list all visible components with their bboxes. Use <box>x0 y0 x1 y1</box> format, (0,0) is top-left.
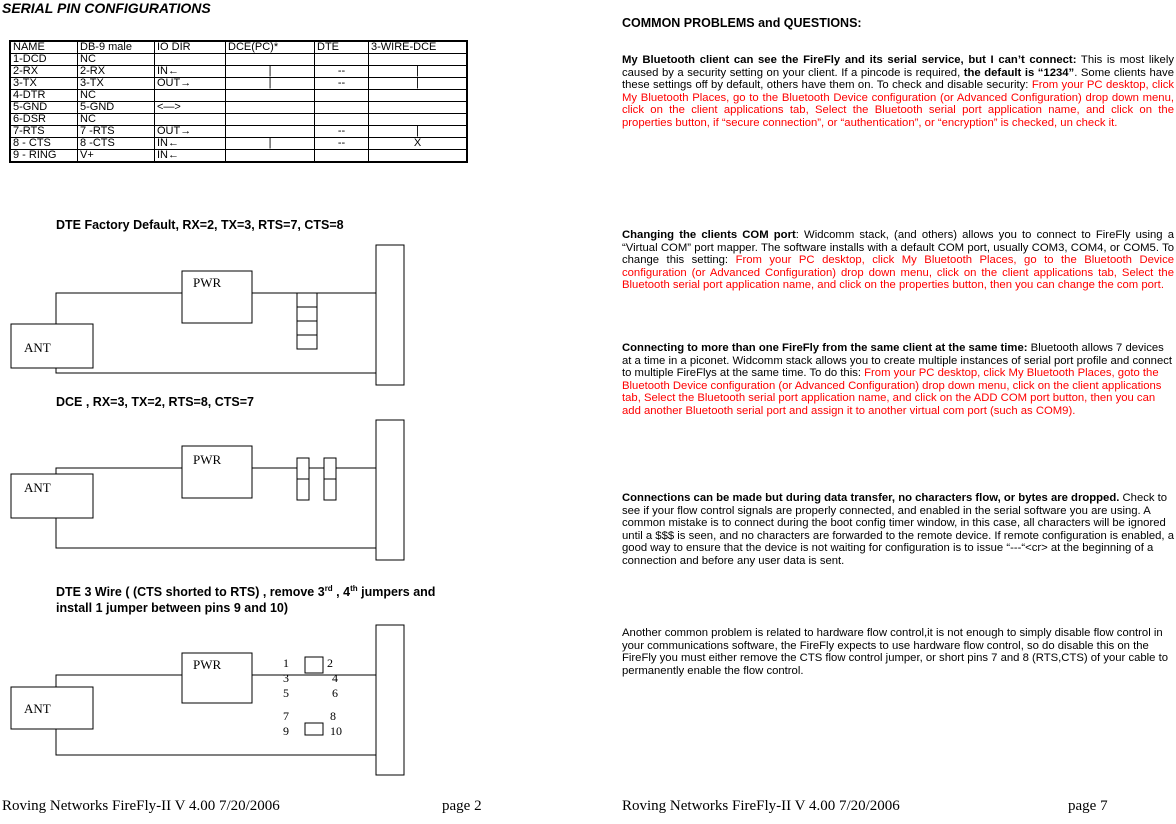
three-wire-diagram <box>0 615 410 785</box>
table-cell <box>226 150 315 163</box>
table-cell <box>369 54 468 66</box>
table-cell <box>226 54 315 66</box>
table-cell: 9 - RING <box>10 150 78 163</box>
table-cell <box>369 102 468 114</box>
table-cell: IN← <box>155 138 226 150</box>
table-cell <box>315 102 369 114</box>
table-cell: 7-RTS <box>10 126 78 138</box>
table-cell: 5-GND <box>78 102 155 114</box>
table-cell <box>369 90 468 102</box>
table-cell: 1-DCD <box>10 54 78 66</box>
page-title: SERIAL PIN CONFIGURATIONS <box>2 0 211 16</box>
three-wire-caption-line2: install 1 jumper between pins 9 and 10) <box>56 601 289 615</box>
paragraph-flow-control: Another common problem is related to hardware flow control,it is not enough to simply disable flow control in your communications software, the FireFly expects to use hardware flow control, so do disable this on the FireFly you must either remove the CTS flow control jumper, or short pins 7 and 8 (RTS,CTS) of your cable to permanently enable the flow control. <box>622 627 1169 677</box>
table-header: IO DIR <box>155 41 226 54</box>
table-cell: 2-RX <box>78 66 155 78</box>
table-cell: 4-DTR <box>10 90 78 102</box>
table-cell: 3-TX <box>10 78 78 90</box>
table-cell <box>315 150 369 163</box>
table-cell: IN← <box>155 150 226 163</box>
table-cell: 6-DSR <box>10 114 78 126</box>
table-cell <box>315 90 369 102</box>
section-heading: COMMON PROBLEMS and QUESTIONS: <box>622 16 862 30</box>
table-cell <box>315 114 369 126</box>
table-cell <box>369 150 468 163</box>
table-cell: NC <box>78 54 155 66</box>
table-header: DB-9 male <box>78 41 155 54</box>
table-cell: -- <box>315 66 369 78</box>
table-cell: -- <box>315 138 369 150</box>
table-cell: OUT→ <box>155 78 226 90</box>
dte-diagram-drawing <box>0 235 410 390</box>
dce-diagram <box>0 410 410 565</box>
table-cell: V+ <box>78 150 155 163</box>
table-row <box>10 90 467 102</box>
pin-config-table <box>9 40 468 163</box>
table-row <box>10 54 467 66</box>
footer-right-text: Roving Networks FireFly-II V 4.00 7/20/2006 <box>622 798 900 814</box>
table-cell: | <box>369 66 468 78</box>
table-cell <box>226 102 315 114</box>
table-row <box>10 102 467 114</box>
footer-left-page: page 2 <box>442 798 482 814</box>
table-header: DCE(PC)* <box>226 41 315 54</box>
table-header: DTE <box>315 41 369 54</box>
table-cell: | <box>369 78 468 90</box>
table-row <box>10 66 467 78</box>
paragraph-multiple-fireflys: Connecting to more than one FireFly from the same client at the same time: Bluetooth allows 7 devices at a time in a piconet. Widcomm stack allows you to create multiple instances of serial port profile and connect to multiple FireFlys at the same time. To do this: From your PC desktop, click My Bluetooth Places, goto the Bluetooth Device configuration (or Advanced Configuration) drop down menu, click on the client applications tab, Select the Bluetooth serial port application name, and click on the ADD COM port button, then you can add another Bluetooth serial port and assign it to another virtual com port (such as COM9). <box>622 342 1173 417</box>
table-header: NAME <box>10 41 78 54</box>
table-row <box>10 114 467 126</box>
pwr-label: PWR <box>193 657 222 672</box>
dce-caption: DCE , RX=3, TX=2, RTS=8, CTS=7 <box>56 395 254 409</box>
paragraph-com-port: Changing the clients COM port: Widcomm stack, (and others) allows you to connect to FireFly using a “Virtual COM” port mapper. The software installs with a default COM port, usually COM3, COM4, or COM5. To change this setting: From your PC desktop, click My Bluetooth Places, go to the Bluetooth Device configuration (or Advanced Configuration) drop down menu, click on the client applications tab, Select the Bluetooth serial port application name, and click on the properties button, then you can change the com port. <box>622 229 1175 292</box>
table-cell: 3-TX <box>78 78 155 90</box>
ant-label: ANT <box>24 340 51 355</box>
table-cell: -- <box>315 126 369 138</box>
pin-numbers-right: 2 4 6 8 10 <box>327 656 342 738</box>
table-cell <box>226 114 315 126</box>
table-cell: X <box>369 138 468 150</box>
dte-diagram <box>0 235 410 390</box>
table-cell: 7 -RTS <box>78 126 155 138</box>
table-row <box>10 138 467 150</box>
table-cell: 8 - CTS <box>10 138 78 150</box>
table-cell <box>155 114 226 126</box>
table-cell: IN← <box>155 66 226 78</box>
table-cell <box>226 90 315 102</box>
table-cell: 8 -CTS <box>78 138 155 150</box>
dce-diagram-drawing <box>0 410 410 565</box>
paragraph-security: My Bluetooth client can see the FireFly and its serial service, but I can’t connect: This is most likely caused by a security setting on your client. If a pincode is required, the default is “1234”. Some clients have these settings off by default, others have them on. To check and disable security: From your PC desktop, click My Bluetooth Places, go to the Bluetooth Device configuration (or Advanced Configuration) drop down menu, click on the client applications tab, Select the Bluetooth serial port application name, and click on the properties button, if “secure connection”, or “authentication”, or “encryption” is checked, un check it. <box>622 54 1175 129</box>
table-header: 3-WIRE-DCE <box>369 41 468 54</box>
table-cell: -- <box>315 78 369 90</box>
table-cell: NC <box>78 114 155 126</box>
table-cell: | <box>226 78 315 90</box>
table-cell <box>155 54 226 66</box>
dte-caption: DTE Factory Default, RX=2, TX=3, RTS=7, CTS=8 <box>56 218 344 232</box>
pwr-label: PWR <box>193 452 222 467</box>
table-cell: 5-GND <box>10 102 78 114</box>
three-wire-diagram-drawing <box>0 615 410 785</box>
table-cell: | <box>226 66 315 78</box>
table-header-row <box>10 41 467 54</box>
table-cell <box>155 90 226 102</box>
footer-right-page: page 7 <box>1068 798 1108 814</box>
table-row <box>10 78 467 90</box>
footer-left-text: Roving Networks FireFly-II V 4.00 7/20/2006 <box>2 798 280 814</box>
table-cell: NC <box>78 90 155 102</box>
paragraph-data-transfer: Connections can be made but during data transfer, no characters flow, or bytes are dropped. Check to see if your flow control signals are properly connected, and enabled in the serial software you are using. A common mistake is to connect during the boot config timer window, in this case, all characters will be ignored until a $$$ is seen, and no characters are forwarded to the remote device. If remote configuration is enabled, a good way to ensure that the device is not waiting for configuration is to issue “---“<cr> at the beginning of a connection and before any user data is sent. <box>622 492 1174 567</box>
table-cell <box>226 126 315 138</box>
table-cell: | <box>226 138 315 150</box>
ant-label: ANT <box>24 480 51 495</box>
table-row <box>10 150 467 163</box>
table-row <box>10 126 467 138</box>
pin-numbers-left: 1 3 5 7 9 <box>283 656 289 738</box>
ant-label: ANT <box>24 701 51 716</box>
table-cell: <—> <box>155 102 226 114</box>
table-cell <box>315 54 369 66</box>
three-wire-caption: DTE 3 Wire ( (CTS shorted to RTS) , remove 3rd , 4th jumpers and <box>56 584 436 600</box>
table-cell <box>369 114 468 126</box>
pwr-label: PWR <box>193 275 222 290</box>
table-cell: | <box>369 126 468 138</box>
table-cell: OUT→ <box>155 126 226 138</box>
table-body <box>10 54 467 163</box>
table-cell: 2-RX <box>10 66 78 78</box>
